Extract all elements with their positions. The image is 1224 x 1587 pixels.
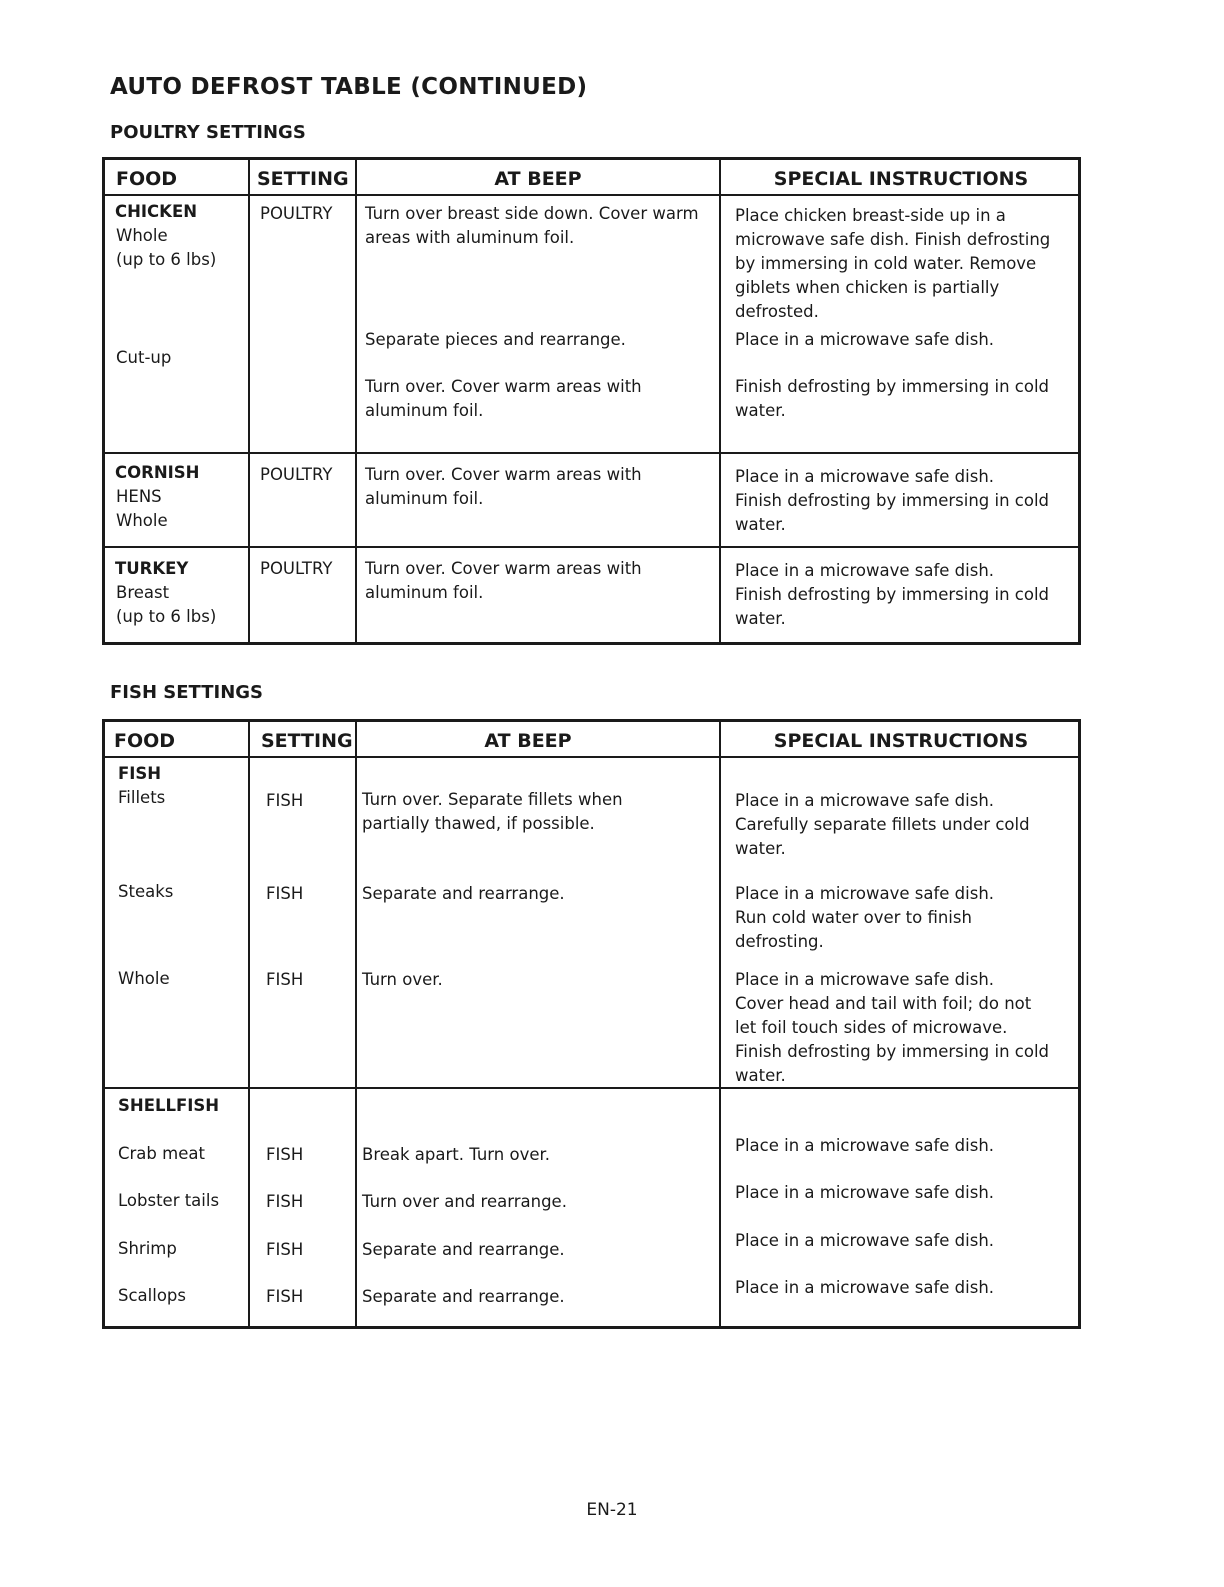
- food-chicken: CHICKEN: [115, 202, 198, 221]
- poultry-table: [102, 157, 1081, 645]
- fish-section-title: FISH SETTINGS: [110, 682, 264, 703]
- special-shrimp: Place in a microwave safe dish.: [735, 1231, 995, 1250]
- food-turkey-breast: Breast: [116, 583, 170, 602]
- special-crab-meat: Place in a microwave safe dish.: [735, 1136, 995, 1155]
- header-setting: SETTING: [257, 168, 349, 190]
- header-at-beep: AT BEEP: [494, 168, 582, 190]
- special-chicken-whole: Place chicken breast-side up in a microwave safe dish. Finish defrosting by immersing in cold water. Remove giblets when chicken is partially defrosted.: [735, 206, 1051, 321]
- setting-cornish: POULTRY: [260, 465, 333, 484]
- header-setting: SETTING: [261, 730, 353, 752]
- header-food: FOOD: [116, 168, 178, 190]
- food-crab-meat: Crab meat: [118, 1144, 205, 1163]
- beep-turkey: Turn over. Cover warm areas with aluminum foil.: [365, 559, 642, 602]
- beep-crab-meat: Break apart. Turn over.: [362, 1145, 550, 1164]
- food-cornish-whole: Whole: [116, 511, 168, 530]
- food-fillets: Fillets: [118, 788, 166, 807]
- header-at-beep: AT BEEP: [484, 730, 572, 752]
- setting-shrimp: FISH: [266, 1240, 304, 1259]
- special-chicken-cutup-2: Finish defrosting by immersing in cold water.: [735, 377, 1050, 420]
- special-whole-fish: Place in a microwave safe dish. Cover head and tail with foil; do not let foil touch sides of microwave. Finish defrosting by immersing in cold water.: [735, 970, 1050, 1085]
- food-fish-group: FISH: [118, 764, 162, 783]
- beep-shrimp: Separate and rearrange.: [362, 1240, 565, 1259]
- beep-scallops: Separate and rearrange.: [362, 1287, 565, 1306]
- food-shrimp: Shrimp: [118, 1239, 177, 1258]
- food-whole-fish: Whole: [118, 969, 170, 988]
- beep-lobster-tails: Turn over and rearrange.: [362, 1192, 567, 1211]
- beep-fillets: Turn over. Separate fillets when partially thawed, if possible.: [362, 790, 623, 833]
- special-cornish: Place in a microwave safe dish. Finish defrosting by immersing in cold water.: [735, 467, 1050, 534]
- beep-chicken-cutup: Separate pieces and rearrange.: [365, 330, 626, 349]
- page-number: EN-21: [586, 1500, 638, 1520]
- food-turkey-weight: (up to 6 lbs): [116, 607, 217, 626]
- setting-fillets: FISH: [266, 791, 304, 810]
- setting-whole-fish: FISH: [266, 970, 304, 989]
- food-chicken-cutup: Cut-up: [116, 348, 172, 367]
- special-steaks: Place in a microwave safe dish. Run cold water over to finish defrosting.: [735, 884, 995, 951]
- header-food: FOOD: [114, 730, 176, 752]
- beep-chicken-whole: Turn over breast side down. Cover warm areas with aluminum foil.: [365, 204, 699, 247]
- special-turkey: Place in a microwave safe dish. Finish defrosting by immersing in cold water.: [735, 561, 1050, 628]
- food-scallops: Scallops: [118, 1286, 186, 1305]
- page-title: AUTO DEFROST TABLE (CONTINUED): [110, 74, 588, 100]
- food-lobster-tails: Lobster tails: [118, 1191, 220, 1210]
- beep-whole-fish: Turn over.: [362, 970, 443, 989]
- setting-steaks: FISH: [266, 884, 304, 903]
- beep-cornish: Turn over. Cover warm areas with aluminum foil.: [365, 465, 642, 508]
- food-cornish: CORNISH: [115, 463, 200, 482]
- header-special-instructions: SPECIAL INSTRUCTIONS: [773, 730, 1029, 752]
- special-chicken-cutup: Place in a microwave safe dish.: [735, 330, 995, 349]
- setting-scallops: FISH: [266, 1287, 304, 1306]
- poultry-section-title: POULTRY SETTINGS: [110, 122, 306, 143]
- special-fillets: Place in a microwave safe dish. Carefully separate fillets under cold water.: [735, 791, 1030, 858]
- food-chicken-weight: (up to 6 lbs): [116, 250, 217, 269]
- setting-chicken: POULTRY: [260, 204, 333, 223]
- special-scallops: Place in a microwave safe dish.: [735, 1278, 995, 1297]
- food-shellfish-group: SHELLFISH: [118, 1096, 220, 1115]
- food-turkey: TURKEY: [115, 559, 189, 578]
- setting-lobster-tails: FISH: [266, 1192, 304, 1211]
- special-lobster-tails: Place in a microwave safe dish.: [735, 1183, 995, 1202]
- food-steaks: Steaks: [118, 882, 174, 901]
- setting-turkey: POULTRY: [260, 559, 333, 578]
- food-cornish-hens: HENS: [116, 487, 162, 506]
- header-special-instructions: SPECIAL INSTRUCTIONS: [773, 168, 1029, 190]
- food-chicken-whole: Whole: [116, 226, 168, 245]
- fish-table: [102, 719, 1081, 1329]
- beep-steaks: Separate and rearrange.: [362, 884, 565, 903]
- setting-crab-meat: FISH: [266, 1145, 304, 1164]
- beep-chicken-cutup-2: Turn over. Cover warm areas with aluminum foil.: [365, 377, 642, 420]
